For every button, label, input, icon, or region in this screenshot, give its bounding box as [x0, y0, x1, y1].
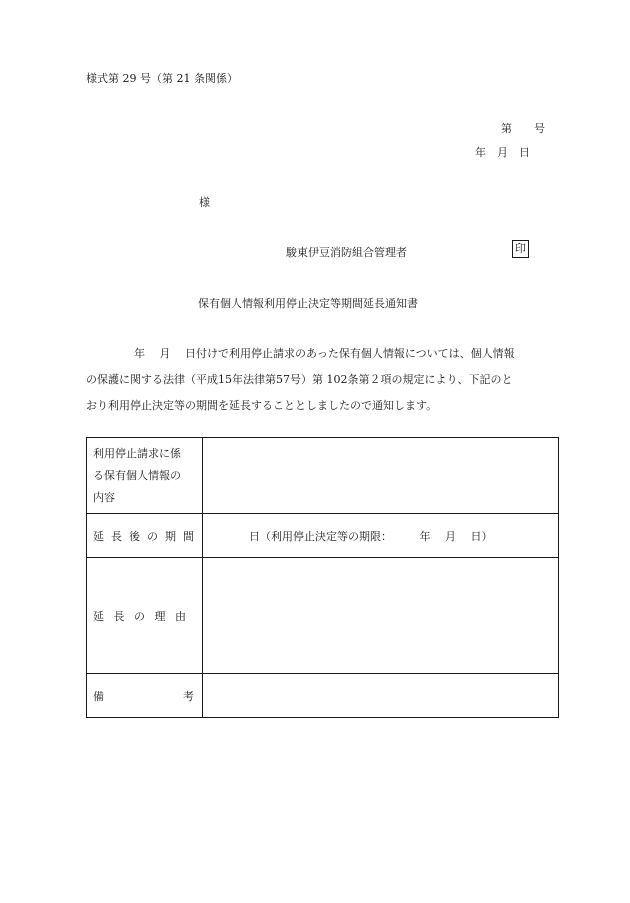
label-char: 理	[154, 609, 166, 623]
label-char: の	[147, 529, 158, 543]
value-remarks[interactable]	[203, 674, 559, 718]
label-line: 利用停止請求に係	[93, 446, 181, 460]
form-number: 様式第 29 号（第 21 条関係）	[86, 72, 238, 85]
label-char: 長	[111, 529, 122, 543]
value-extension-reason[interactable]	[203, 558, 559, 674]
label-extension-reason	[87, 558, 203, 674]
table-row-extension-reason	[87, 558, 559, 674]
table-row-request-content	[87, 438, 559, 514]
label-char: 延	[93, 529, 104, 543]
label-remarks	[87, 674, 203, 718]
addressee: 様	[199, 196, 210, 209]
value-extended-period[interactable]	[203, 514, 559, 558]
seal-mark: 印	[512, 240, 529, 258]
info-table	[86, 437, 559, 718]
body-text	[86, 341, 561, 419]
table-row-remarks	[87, 674, 559, 718]
label-request-content	[87, 438, 203, 514]
label-char: 備	[93, 689, 104, 703]
label-char: 間	[183, 529, 194, 543]
body-line-1: 年 月 日付けで利用停止請求のあった保有個人情報については、個人情報	[134, 347, 515, 360]
label-char: 期	[165, 529, 176, 543]
label-extended-period	[87, 514, 203, 558]
body-line-3: おり利用停止決定等の期間を延長することとしましたので通知します。	[86, 399, 438, 412]
label-char: 由	[175, 609, 186, 623]
extended-period-text: 日（利用停止決定等の期限： 年 月 日）	[249, 529, 493, 543]
value-request-content[interactable]	[203, 438, 559, 514]
label-char: 延	[93, 609, 104, 623]
sender-name: 駿東伊豆消防組合管理者	[286, 246, 407, 259]
label-char: 考	[183, 689, 194, 703]
label-line: 内容	[93, 490, 115, 504]
document-title: 保有個人情報利用停止決定等期間延長通知書	[198, 297, 418, 310]
label-char: 後	[129, 529, 140, 543]
label-char: の	[134, 609, 145, 623]
label-line: る保有個人情報の	[93, 468, 181, 482]
label-char: 長	[113, 609, 125, 623]
date-line: 年 月 日	[475, 146, 530, 159]
document-number-line: 第 号	[501, 122, 545, 135]
table-row-extended-period	[87, 514, 559, 558]
body-line-2: の保護に関する法律（平成15年法律第57号）第 102条第２項の規定により、下記のと	[86, 373, 513, 386]
